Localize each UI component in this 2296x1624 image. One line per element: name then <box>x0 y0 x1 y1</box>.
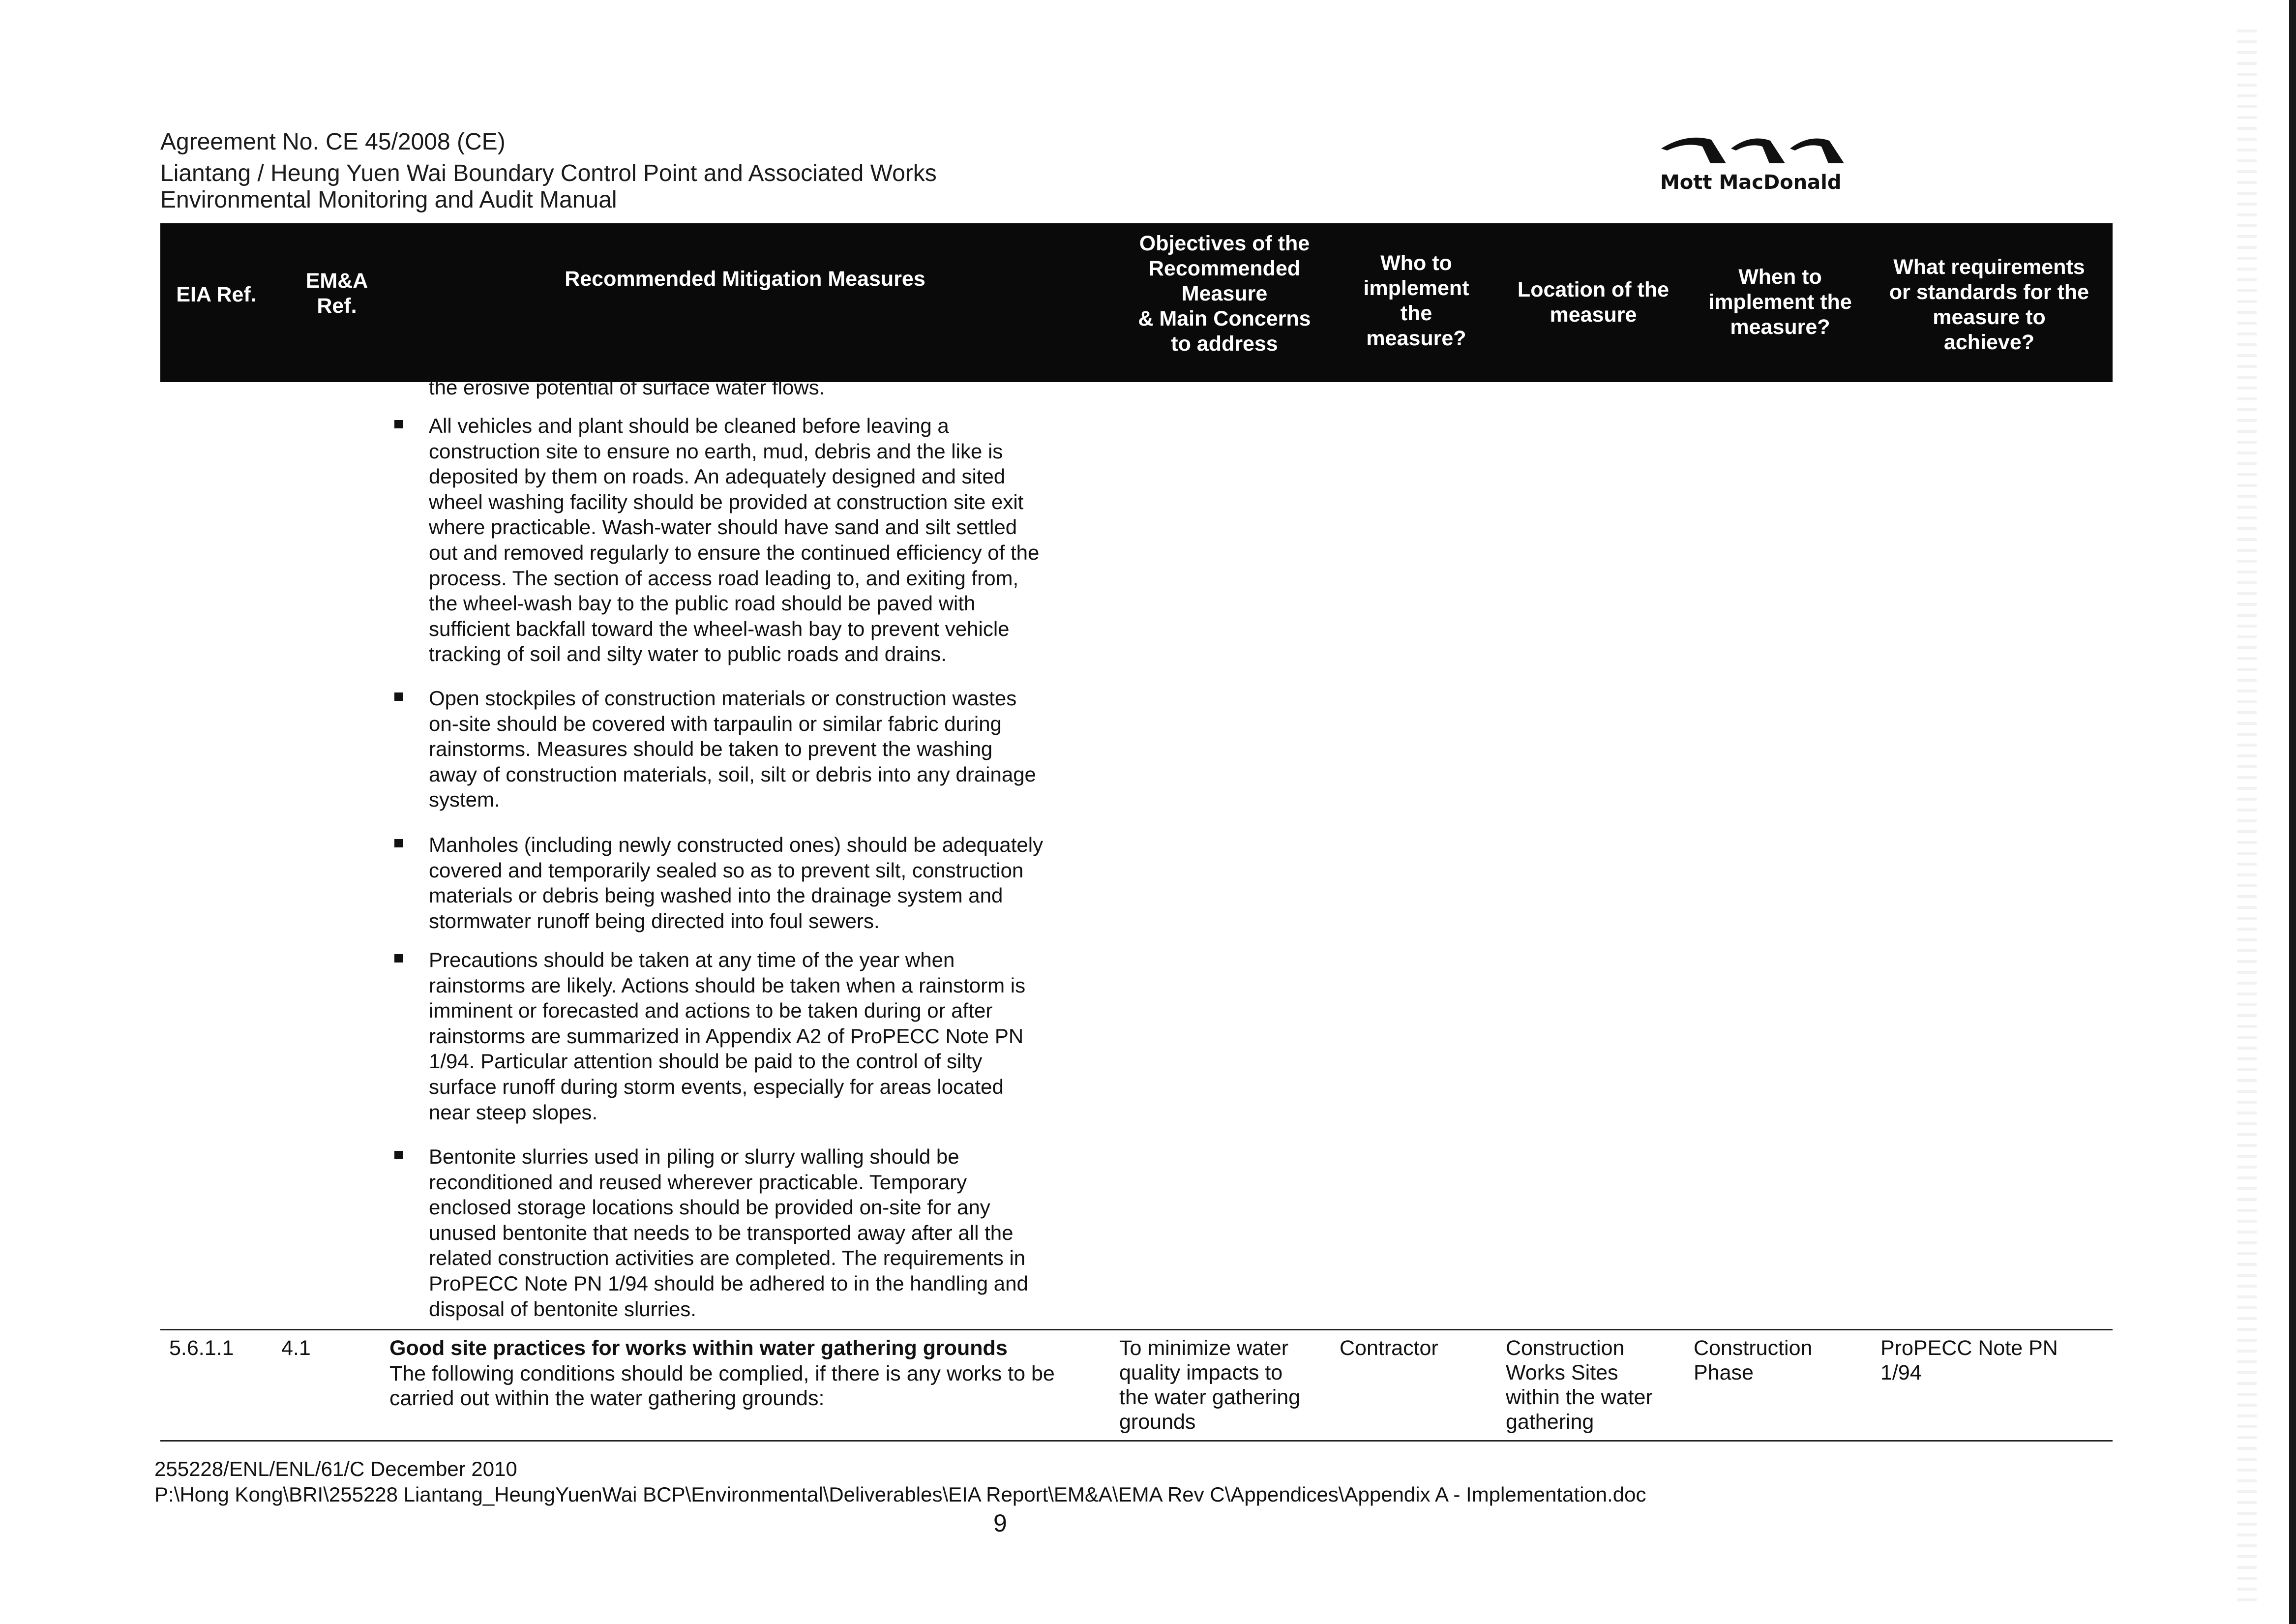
col-header-when: When to implement the measure? <box>1708 265 1852 339</box>
table-bottom-rule <box>160 1440 2113 1442</box>
logo-text: Mott MacDonald <box>1660 171 1842 194</box>
col-header-requirements: What requirements or standards for the measure to achieve? <box>1889 255 2089 354</box>
row-ema-ref: 4.1 <box>281 1336 311 1360</box>
row-location: Construction Works Sites within the water gathering <box>1506 1336 1653 1434</box>
col-header-measures: Recommended Mitigation Measures <box>565 267 925 291</box>
page-number: 9 <box>993 1509 1007 1537</box>
bullet-marker <box>394 420 403 428</box>
bullet-item: Manholes (including newly constructed ones) should be adequately covered and temporarily sealed so as to prevent silt, construction materials or debris being washed into the drainage system and stormwater runoff being directed into foul sewers. <box>429 833 1044 932</box>
row-who: Contractor <box>1340 1336 1438 1360</box>
scan-noise <box>2237 30 2257 1603</box>
manual-title: Environmental Monitoring and Audit Manual <box>160 187 617 213</box>
col-header-objectives: Objectives of the Recommended Measure & Main Concerns to address <box>1138 232 1311 356</box>
logo-mark-icon <box>1657 129 1864 168</box>
continuation-text: the erosive potential of surface water flows. <box>429 376 825 399</box>
bullet-item: All vehicles and plant should be cleaned before leaving a construction site to ensure no earth, mud, debris and the like is deposited by them on roads. An adequately designed and sited wheel washing facility should be provided at construction site exit where practicable. Wash-water should have sand and silt settled out and removed regularly to ensure the continued efficiency of the process. The section of access road leading to, and exiting from, the wheel-wash bay to the public road should be paved with sufficient backfall toward the wheel-wash bay to prevent vehicle tracking of soil and silty water to public roads and drains. <box>429 414 1040 666</box>
footer-doc-ref: 255228/ENL/ENL/61/C December 2010 <box>154 1457 517 1480</box>
bullet-marker <box>394 692 403 701</box>
row-measure-text: The following conditions should be complied, if there is any works to be carried out within the water gathering grounds: <box>389 1362 1055 1410</box>
row-divider <box>160 1329 2113 1330</box>
row-objectives: To minimize water quality impacts to the water gathering grounds <box>1119 1336 1301 1434</box>
agreement-number: Agreement No. CE 45/2008 (CE) <box>160 129 506 155</box>
project-title: Liantang / Heung Yuen Wai Boundary Control Point and Associated Works <box>160 160 937 186</box>
bullet-item: Precautions should be taken at any time of the year when rainstorms are likely. Actions should be taken when a rainstorm is imminent or forecasted and actions to be taken during or after rainstorms are summarized in Appendix A2 of ProPECC Note PN 1/94. Particular attention should be paid to the control of silty surface runoff during storm events, especially for areas located near steep slopes. <box>429 948 1026 1124</box>
bullet-item: Open stockpiles of construction materials or construction wastes on-site should be covered with tarpaulin or similar fabric during rainstorms. Measures should be taken to prevent the washing away of construction materials, soil, silt or debris into any drainage system. <box>429 687 1036 812</box>
row-measure-title: Good site practices for works within water gathering grounds <box>389 1336 1008 1360</box>
bullet-marker <box>394 1151 403 1159</box>
bullet-item: Bentonite slurries used in piling or slurry walling should be reconditioned and reused wherever practicable. Temporary enclosed storage locations should be provided on-site for any unused bentonite that needs to be transported away after all the related construction activities are completed. The requirements in ProPECC Note PN 1/94 should be adhered to in the handling and disposal of bentonite slurries. <box>429 1145 1028 1321</box>
row-when: Construction Phase <box>1694 1336 1813 1384</box>
col-header-who: Who to implement the measure? <box>1363 251 1469 350</box>
col-header-location: Location of the measure <box>1517 278 1670 327</box>
col-header-eia-ref: EIA Ref. <box>176 283 257 306</box>
col-header-ema-ref: EM&A Ref. <box>305 269 368 318</box>
footer-file-path: P:\Hong Kong\BRI\255228 Liantang_HeungYuenWai BCP\Environmental\Deliverables\EIA Report\EM&A\EMA Rev C\Appendices\Appendix A - Implementation.doc <box>154 1483 1646 1506</box>
mott-macdonald-logo <box>1657 129 1864 198</box>
scan-edge <box>2289 0 2296 1624</box>
row-eia-ref: 5.6.1.1 <box>169 1336 234 1360</box>
bullet-marker <box>394 954 403 962</box>
row-requirements: ProPECC Note PN 1/94 <box>1880 1336 2058 1384</box>
bullet-marker <box>394 839 403 847</box>
